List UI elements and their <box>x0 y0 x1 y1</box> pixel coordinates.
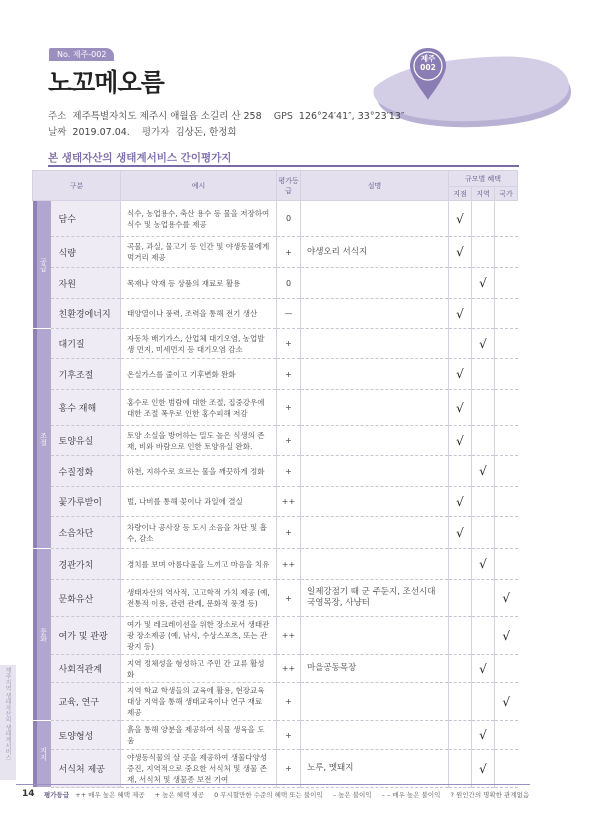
table-row <box>33 721 518 750</box>
side-chapter-label: 제주지역 생태자산의 생태계서비스 <box>4 667 11 761</box>
group-label: 문화 <box>37 549 51 720</box>
service-example: 벌, 나비를 통해 꽃이나 과일에 결실 <box>121 487 277 517</box>
col-header-national: 국가 <box>495 187 518 201</box>
scope-national-cell <box>495 390 518 426</box>
scope-regional-cell <box>472 268 495 299</box>
service-name: 토양형성 <box>51 721 121 750</box>
service-example: 곡물, 과실, 물고기 등 인간 및 야생동물에게 먹거리 제공 <box>121 237 277 268</box>
scope-local-cell <box>449 683 472 721</box>
service-rating: 0 <box>277 268 301 299</box>
service-example: 지역 정체성을 형성하고 주민 간 교류 활성화 <box>121 655 277 683</box>
service-rating: ++ <box>277 487 301 517</box>
service-name: 친환경에너지 <box>51 299 121 329</box>
ecosystem-service-table <box>32 170 518 788</box>
scope-regional-cell <box>472 580 495 617</box>
service-rating: + <box>277 426 301 456</box>
group-label: 지지 <box>37 721 51 787</box>
jeju-island-map <box>372 54 576 136</box>
table-row <box>33 487 518 517</box>
service-rating: + <box>277 750 301 788</box>
scope-national-cell <box>495 329 518 359</box>
service-description <box>301 517 449 549</box>
check-mark-icon: √ <box>456 494 464 509</box>
service-name: 토양유실 <box>51 426 121 456</box>
col-header-scope: 규모별 혜택 <box>449 171 518 187</box>
table-row <box>33 456 518 487</box>
check-mark-icon: √ <box>479 336 487 351</box>
col-header-local: 지점 <box>449 187 472 201</box>
legend-title: 평가등급 <box>44 791 70 799</box>
service-rating: ++ <box>277 617 301 655</box>
scope-regional-cell <box>472 750 495 788</box>
location-pin-label: 제주 002 <box>420 54 436 72</box>
scope-regional-cell <box>472 617 495 655</box>
scope-local-cell <box>449 426 472 456</box>
service-name: 담수 <box>51 201 121 237</box>
check-mark-icon: √ <box>479 661 487 676</box>
service-description <box>301 359 449 390</box>
service-example: 목재나 약재 등 상품의 재료로 활용 <box>121 268 277 299</box>
legend-item: ? 원인간의 명확한 관계없음 <box>450 791 530 799</box>
scope-regional-cell <box>472 655 495 683</box>
col-header-example: 예시 <box>121 171 277 201</box>
check-mark-icon: √ <box>479 761 487 776</box>
table-row <box>33 683 518 721</box>
check-mark-icon: √ <box>479 276 487 290</box>
service-name: 수질정화 <box>51 456 121 487</box>
service-example: 태양열이나 풍력, 조력을 통해 전기 생산 <box>121 299 277 329</box>
service-name: 식량 <box>51 237 121 268</box>
service-rating: + <box>277 683 301 721</box>
service-example: 토양 소실을 방어하는 밀도 높은 식생의 존재, 비와 바람으로 인한 토양유실 완화. <box>121 426 277 456</box>
check-mark-icon: √ <box>479 728 487 742</box>
service-rating: + <box>277 359 301 390</box>
service-description <box>301 299 449 329</box>
scope-local-cell <box>449 201 472 237</box>
table-row <box>33 201 518 237</box>
scope-regional-cell <box>472 517 495 549</box>
scope-local-cell <box>449 517 472 549</box>
scope-regional-cell <box>472 456 495 487</box>
scope-national-cell <box>495 683 518 721</box>
service-example: 온실가스를 줄이고 기후변화 완화 <box>121 359 277 390</box>
scope-local-cell <box>449 329 472 359</box>
service-name: 여가 및 관광 <box>51 617 121 655</box>
table-row <box>33 359 518 390</box>
service-rating: + <box>277 580 301 617</box>
service-description <box>301 390 449 426</box>
col-header-description: 설명 <box>301 171 449 201</box>
service-description <box>301 549 449 580</box>
table-row <box>33 549 518 580</box>
check-mark-icon: √ <box>502 694 511 709</box>
service-rating: + <box>277 390 301 426</box>
table-row <box>33 426 518 456</box>
legend-item: – 높은 불이익 <box>332 791 372 799</box>
gps-value: 126°24′41″, 33°23′13″ <box>298 111 405 122</box>
service-rating: 0 <box>277 201 301 237</box>
scope-national-cell <box>495 617 518 655</box>
service-name: 경관가치 <box>51 549 121 580</box>
service-example: 지역 학교 학생들의 교육에 활용, 현장교육 대상 지역을 통해 생태교육이나 연구 재료 제공 <box>121 683 277 721</box>
service-description: 마을공동목장 <box>301 655 449 683</box>
footer-divider <box>16 784 530 785</box>
service-description: 야생오리 서식지 <box>301 237 449 268</box>
service-name: 교육, 연구 <box>51 683 121 721</box>
service-example: 하천, 지하수로 흐르는 물을 깨끗하게 정화 <box>121 456 277 487</box>
col-header-rating: 평가등급 <box>277 171 301 201</box>
service-example: 여가 및 레크레이션을 위한 장소로서 생태관광 장소제공 (예, 낚시, 수상스포츠, 또는 관광지 등) <box>121 617 277 655</box>
check-mark-icon: √ <box>456 245 464 259</box>
scope-national-cell <box>495 750 518 788</box>
scope-local-cell <box>449 268 472 299</box>
section-divider <box>48 165 519 167</box>
service-rating: ++ <box>277 655 301 683</box>
scope-national-cell <box>495 549 518 580</box>
side-chapter-tab <box>0 665 16 780</box>
service-example: 식수, 농업용수, 축산 용수 등 물을 저장하여 식수 및 농업용수를 제공 <box>121 201 277 237</box>
scope-local-cell <box>449 549 472 580</box>
table-row <box>33 268 518 299</box>
service-description: 노루, 멧돼지 <box>301 750 449 788</box>
service-name: 대기질 <box>51 329 121 359</box>
scope-regional-cell <box>472 390 495 426</box>
service-name: 문화유산 <box>51 580 121 617</box>
check-mark-icon: √ <box>456 367 464 381</box>
address-value: 제주특별자치도 제주시 애월읍 소길리 산 258 <box>72 111 262 122</box>
service-example: 차량이나 공사장 등 도시 소음을 차단 및 흡수, 감소 <box>121 517 277 549</box>
date-value: 2019.07.04. <box>72 127 130 138</box>
table-row <box>33 750 518 788</box>
service-name: 홍수 재해 <box>51 390 121 426</box>
service-example: 야생동식물의 살 곳을 제공하여 생물다양성 증진, 지역적으로 중요한 서식처 및 생물 존재, 서식처 및 생물종 보전 기여 <box>121 750 277 788</box>
scope-national-cell <box>495 517 518 549</box>
table-row <box>33 517 518 549</box>
table-row <box>33 655 518 683</box>
service-name: 꽃가루받이 <box>51 487 121 517</box>
service-name: 서식처 제공 <box>51 750 121 788</box>
scope-local-cell <box>449 655 472 683</box>
table-body <box>33 201 518 788</box>
check-mark-icon: √ <box>456 433 464 448</box>
scope-national-cell <box>495 655 518 683</box>
legend-item: – – 매우 높은 불이익 <box>381 791 441 799</box>
assessor-value: 김상돈, 한정희 <box>175 127 237 138</box>
check-mark-icon: √ <box>502 628 511 643</box>
service-description <box>301 268 449 299</box>
service-description: 일제강점기 때 군 주둔지, 조선시대 국영목장, 사냥터 <box>301 580 449 617</box>
scope-local-cell <box>449 750 472 788</box>
scope-local-cell <box>449 359 472 390</box>
scope-national-cell <box>495 487 518 517</box>
check-mark-icon: √ <box>479 557 487 571</box>
service-example: 생태자산의 역사적, 고고학적 가치 제공 (예, 전통적 이용, 관련 관례, 문화적 풍경 등) <box>121 580 277 617</box>
check-mark-icon: √ <box>502 591 511 605</box>
check-mark-icon: √ <box>456 525 464 540</box>
table-row <box>33 390 518 426</box>
service-rating: + <box>277 329 301 359</box>
scope-local-cell <box>449 456 472 487</box>
check-mark-icon: √ <box>479 464 487 478</box>
section-title: 본 생태자산의 생태계서비스 간이평가지 <box>48 152 232 164</box>
table-row <box>33 237 518 268</box>
date-line: 날짜 2019.07.04. 평가자 김상돈, 한정희 <box>48 127 237 138</box>
scope-national-cell <box>495 456 518 487</box>
service-description <box>301 487 449 517</box>
service-description <box>301 329 449 359</box>
scope-regional-cell <box>472 549 495 580</box>
page-title: 노꼬메오름 <box>48 68 164 97</box>
service-name: 사회적관계 <box>51 655 121 683</box>
scope-regional-cell <box>472 683 495 721</box>
service-example: 자동차 배기가스, 산업체 대기오염, 농업발생 먼지, 미세먼지 등 대기오염 감소 <box>121 329 277 359</box>
service-description <box>301 721 449 750</box>
service-name: 소음차단 <box>51 517 121 549</box>
table-row <box>33 299 518 329</box>
scope-regional-cell <box>472 201 495 237</box>
scope-local-cell <box>449 299 472 329</box>
check-mark-icon: √ <box>456 400 464 415</box>
scope-local-cell <box>449 487 472 517</box>
table-row <box>33 580 518 617</box>
col-header-category: 구분 <box>33 171 121 201</box>
scope-national-cell <box>495 237 518 268</box>
scope-national-cell <box>495 426 518 456</box>
service-description <box>301 201 449 237</box>
service-name: 기후조절 <box>51 359 121 390</box>
scope-regional-cell <box>472 237 495 268</box>
service-example: 경치를 보며 아름다움을 느끼고 마음을 치유 <box>121 549 277 580</box>
scope-regional-cell <box>472 487 495 517</box>
scope-national-cell <box>495 359 518 390</box>
service-rating: + <box>277 456 301 487</box>
group-label: 조절 <box>37 329 51 548</box>
scope-regional-cell <box>472 359 495 390</box>
scope-national-cell <box>495 721 518 750</box>
group-cell <box>33 721 51 788</box>
service-rating: — <box>277 299 301 329</box>
service-rating: ++ <box>277 549 301 580</box>
check-mark-icon: √ <box>456 306 464 321</box>
group-label: 공급 <box>37 201 51 328</box>
group-cell <box>33 329 51 549</box>
service-name: 자원 <box>51 268 121 299</box>
service-rating: + <box>277 517 301 549</box>
table-row <box>33 617 518 655</box>
col-header-regional: 지역 <box>472 187 495 201</box>
legend-item: + 높은 혜택 제공 <box>154 791 204 799</box>
site-number-badge: No. 제주-002 <box>49 48 114 61</box>
check-mark-icon: √ <box>456 211 464 226</box>
address-line: 주소 제주특별자치도 제주시 애월읍 소길리 산 258 GPS 126°24′41″, 33°23′13″ <box>48 111 405 122</box>
scope-national-cell <box>495 299 518 329</box>
service-description <box>301 456 449 487</box>
scope-regional-cell <box>472 426 495 456</box>
scope-national-cell <box>495 580 518 617</box>
service-example: 홍수로 인한 범람에 대한 조절, 집중강우에 대한 조절 폭우로 인한 홍수피해 저감 <box>121 390 277 426</box>
legend-item: 0 무시할만한 수준의 혜택 또는 불이익 <box>214 791 323 799</box>
scope-local-cell <box>449 237 472 268</box>
page-number: 14 <box>22 789 35 799</box>
scope-local-cell <box>449 580 472 617</box>
scope-regional-cell <box>472 329 495 359</box>
service-description <box>301 617 449 655</box>
service-description <box>301 426 449 456</box>
service-description <box>301 683 449 721</box>
scope-regional-cell <box>472 721 495 750</box>
service-rating: + <box>277 721 301 750</box>
scope-local-cell <box>449 721 472 750</box>
table-row <box>33 329 518 359</box>
scope-regional-cell <box>472 299 495 329</box>
scope-national-cell <box>495 201 518 237</box>
scope-local-cell <box>449 390 472 426</box>
group-cell <box>33 549 51 721</box>
scope-local-cell <box>449 617 472 655</box>
service-rating: + <box>277 237 301 268</box>
scope-national-cell <box>495 268 518 299</box>
group-cell <box>33 201 51 329</box>
service-example: 흙을 통해 양분을 제공하여 식물 생육을 도움 <box>121 721 277 750</box>
rating-legend <box>44 790 537 799</box>
legend-item: ++ 매우 높은 혜택 제공 <box>75 791 145 799</box>
